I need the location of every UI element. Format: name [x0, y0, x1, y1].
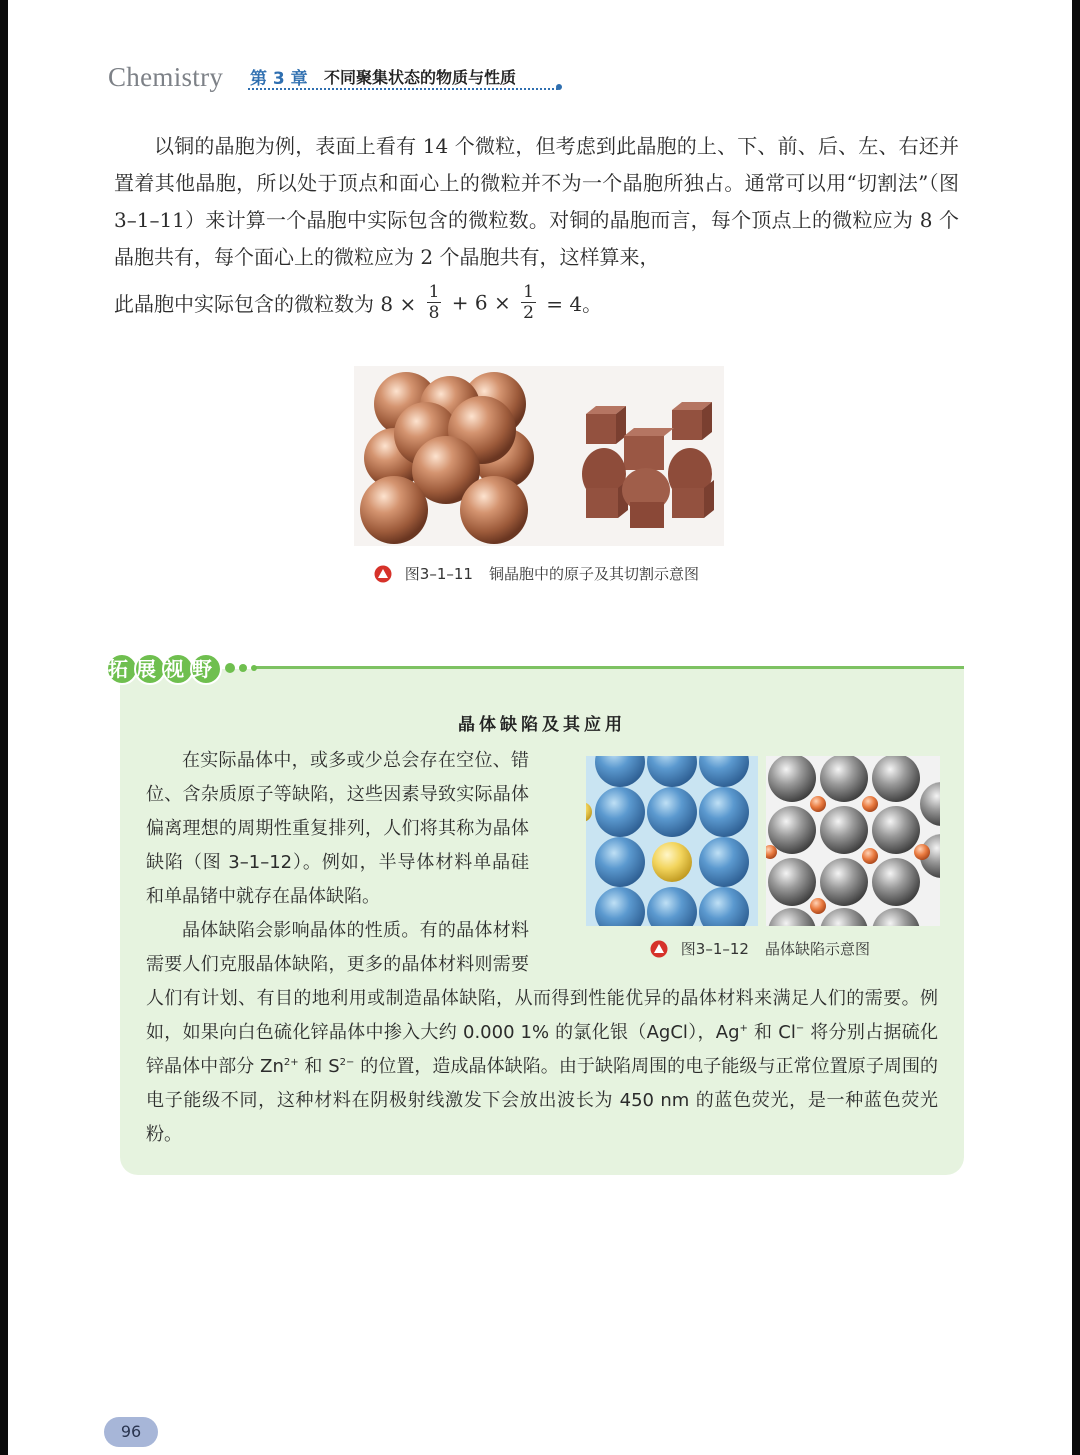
- box-paragraph-2-part: 将分别占据硫化锌晶体中部分 Zn: [146, 1022, 938, 1077]
- figure-copper-unit-cell: [354, 366, 724, 546]
- figure2-caption: [650, 938, 870, 959]
- blue-lattice-illustration: [586, 756, 758, 926]
- figure-defect-substitution: [586, 756, 758, 926]
- fraction-numerator: 1: [523, 282, 534, 302]
- page-header: [108, 60, 568, 96]
- body-paragraph: [114, 128, 959, 276]
- cut-cell-blocks: [582, 402, 714, 528]
- formula-prefix: 此晶胞中实际包含的微粒数为 8 ×: [114, 292, 417, 316]
- gray-atoms: [768, 756, 940, 926]
- copper-cell-illustration: [354, 366, 724, 546]
- box-title: 晶体缺陷及其应用: [458, 715, 626, 735]
- superscript-zn: 2+: [283, 1057, 299, 1068]
- fraction-denominator: 8: [428, 303, 440, 323]
- page-number: 96: [104, 1417, 158, 1447]
- figure2-label: 图3–1–12: [680, 940, 749, 958]
- box-tag-text: 拓展视野: [108, 657, 220, 681]
- copper-spheres: [360, 372, 534, 544]
- box-paragraph-2-part: 和 Cl: [747, 1022, 796, 1043]
- caption-triangle-icon: [650, 940, 668, 958]
- superscript-s: 2−: [339, 1057, 355, 1068]
- fraction-numerator: 1: [428, 282, 440, 302]
- brand-title: Chemistry: [108, 62, 224, 92]
- header-rule-dot: [556, 84, 562, 90]
- box-tag: [104, 651, 274, 687]
- box-paragraph-2-part: 的位置，造成晶体缺陷。由于缺陷周围的电子能级与正常位置原子周围的电子能级不同，这种材料在阴极射线激发下会放出波长为 450 nm 的蓝色荧光，是一种蓝色荧光粉。: [146, 1056, 938, 1145]
- impurity-atom: [652, 842, 692, 882]
- box-paragraph-2-part: 晶体缺陷会影响晶体的性质。有的晶体材料需要人们克服晶体缺陷，更多的晶体材料则需要人们有计划、有目的地利用或制造晶体缺陷，从而得到性能优异的晶体材料来满足人们的需要。例如，如果向白色硫化锌晶体中掺入大约 0.000 1% 的氯化银（AgCl），Ag: [146, 920, 938, 1043]
- blue-atoms: [586, 756, 749, 926]
- formula-mid: + 6 ×: [451, 290, 511, 315]
- header-rule: [248, 88, 558, 90]
- body-paragraph-text: 以铜的晶胞为例，表面上看有 14 个微粒，但考虑到此晶胞的上、下、前、后、左、右还并置着其他晶胞，所以处于顶点和面心上的微粒并不为一个晶胞所独占。通常可以用“切割法”（图 3–1–11）来计算一个晶胞中实际包含的微粒数。对铜的晶胞而言，每个顶点上的微粒应为 8 个晶胞共有，每个面心上的微粒应为 2 个晶胞共有，这样算来，: [114, 134, 959, 269]
- figure2-caption-text: 晶体缺陷示意图: [764, 940, 870, 958]
- chapter-title: 不同聚集状态的物质与性质: [324, 68, 517, 87]
- chapter-number: 第 3 章: [250, 69, 308, 89]
- fraction-one-eighth: [427, 282, 442, 323]
- figure1-caption: [374, 563, 699, 584]
- caption-triangle-icon: [374, 565, 392, 583]
- box-tag-graphic: [104, 651, 274, 687]
- figure1-label: 图3–1–11: [404, 565, 473, 583]
- formula-suffix: = 4。: [546, 292, 603, 316]
- figure-defect-interstitial: [766, 756, 940, 926]
- superscript-ag: +: [739, 1023, 748, 1034]
- figure1-caption-text: 铜晶胞中的原子及其切割示意图: [488, 565, 699, 583]
- box-top-rule: [252, 666, 964, 669]
- gray-lattice-illustration: [766, 756, 940, 926]
- box-paragraph-2-part: 和 S: [298, 1056, 340, 1077]
- fraction-denominator: 2: [523, 303, 534, 323]
- box-paragraph-1: 在实际晶体中，或多或少总会存在空位、错位、含杂质原子等缺陷，这些因素导致实际晶体偏离理想的周期性重复排列，人们将其称为晶体缺陷（图 3–1–12）。例如，半导体材料单晶硅和单晶锗中就存在晶体缺陷。: [146, 750, 529, 907]
- superscript-cl: −: [795, 1023, 805, 1034]
- formula-line: [114, 282, 602, 332]
- fraction-one-half: [521, 282, 536, 323]
